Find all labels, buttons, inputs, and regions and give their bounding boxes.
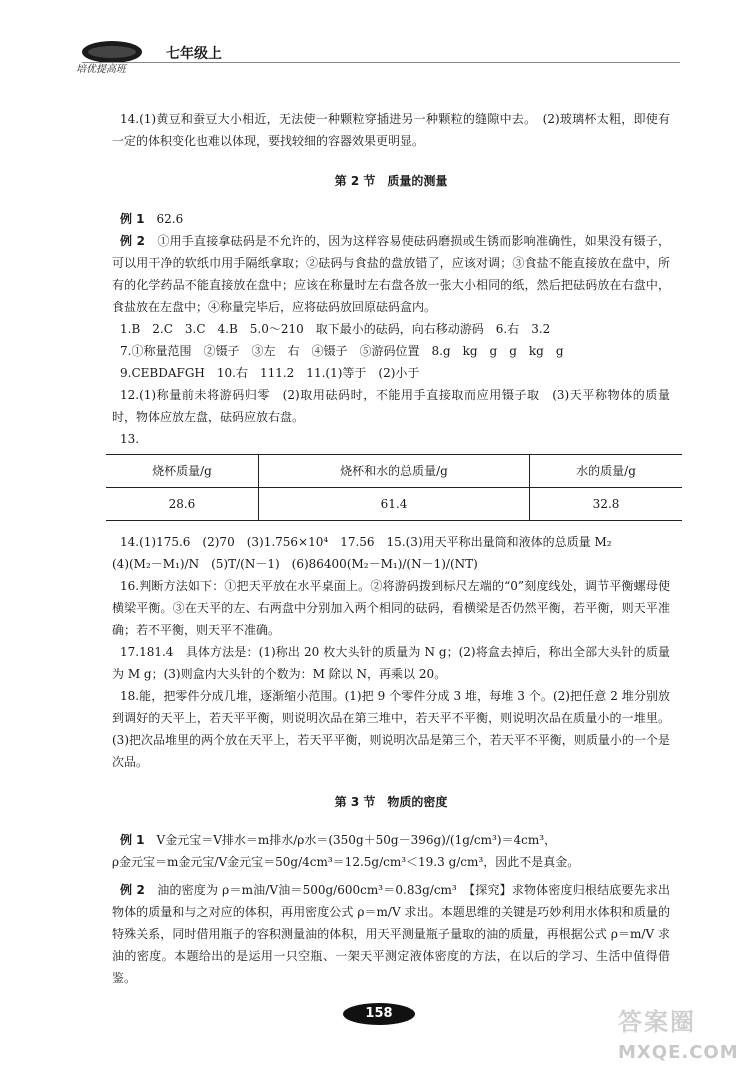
table-header-beaker: 烧杯质量/g	[106, 455, 258, 488]
page-number: 158	[343, 1003, 415, 1025]
table-header-water: 水的质量/g	[530, 455, 682, 488]
s3-example-2-text: 油的密度为 ρ＝m油/V油＝500g/600cm³＝0.83g/cm³ 【探究】求物体密度归根结底要先求出物体的质量和与之对应的体积，再用密度公式 ρ＝m/V 求出。本题思维的关键是巧妙利用水体积和质量的特殊关系，同时借用瓶子的容积测量油的体积，用天平测量瓶子量取的油的质量，再根据公式 ρ＝m/V 求油的密度。本题给出的是运用一只空瓶、一架天平测定液体密度的方法，在以后的学习、生活中值得借鉴。	[112, 883, 670, 985]
example-1-answer: 62.6	[156, 212, 184, 226]
table-header-total: 烧杯和水的总质量/g	[258, 455, 529, 488]
example-2-answer: ①用手直接拿砝码是不允许的，因为这样容易使砝码磨损或生锈而影响准确性，如果没有镊子，可以用干净的软纸巾用手隔纸拿取；②砝码与食盐的盘放错了，应该对调；③食盐不能直接放在盘中，所有的化学药品不能直接放在盘中；应该在称量时左右盘各放一张大小相同的纸，然后把砝码放在右盘中，食盐放在左盘中；④称量完毕后，应将砝码放回原砝码盒内。	[112, 234, 670, 314]
s3-example-1-line2: ρ金元宝＝m金元宝/V金元宝＝50g/4cm³＝12.5g/cm³＜19.3 g/cm³，因此不是真金。	[112, 855, 580, 869]
answer-18: 18.能，把零件分成几堆，逐渐缩小范围。(1)把 9 个零件分成 3 堆，每堆 3 个。(2)把任意 2 堆分别放到调好的天平上，若天平平衡，则说明次品在第三堆中，若天平不平衡，则说明次品在质量小的一堆里。(3)把次品堆里的两个放在天平上，若天平平衡，则说明次品是第三个，若天平不平衡，则质量小的一个是次品。	[112, 689, 670, 769]
page-content	[112, 108, 670, 989]
answers-9-11: 9.CEBDAFGH 10.右 111.2 11.(1)等于 (2)小于	[120, 366, 420, 380]
s3-example-1-line1	[112, 829, 670, 851]
answers-7-8: 7.①称量范围 ②镊子 ③左 右 ④镊子 ⑤游码位置 8.g kg g g kg g	[120, 344, 564, 358]
answer-13-table	[106, 454, 682, 521]
s3-example-2-label: 例 2	[120, 883, 145, 897]
table-cell-total: 61.4	[258, 488, 529, 521]
example-1-label: 例 1	[120, 212, 145, 226]
header-title: 七年级上	[166, 46, 222, 62]
example-1	[112, 208, 670, 230]
s3-example-1-formula-1: V金元宝＝V排水＝m排水/ρ水＝(350g＋50g－396g)/(1g/cm³)＝4cm³，	[156, 833, 557, 847]
example-2-label: 例 2	[120, 234, 145, 248]
answer-14-15-line1: 14.(1)175.6 (2)70 (3)1.756×10⁴ 17.56 15.(3)用天平称出量筒和液体的总质量 M₂	[120, 535, 612, 549]
section-2-title: 第 2 节 质量的测量	[334, 174, 448, 188]
table-cell-beaker: 28.6	[106, 488, 258, 521]
answers-1-6: 1.B 2.C 3.C 4.B 5.0～210 取下最小的砝码，向右移动游码 6.右 3.2	[120, 322, 551, 336]
answer-14-15-line2: (4)(M₂－M₁)/N (5)T/(N－1) (6)86400(M₂－M₁)/(N－1)/(NT)	[112, 557, 478, 571]
header-subtitle: 培优提高班	[76, 64, 126, 75]
section-3-title: 第 3 节 物质的密度	[334, 795, 448, 809]
answer-14-intro: 14.(1)黄豆和蚕豆大小相近，无法使一种颗粒穿插进另一种颗粒的缝隙中去。 (2)玻璃杯太粗，即使有一定的体积变化也难以体现，要找较细的容器效果更明显。	[112, 112, 670, 148]
header-rule	[82, 62, 680, 63]
table-cell-water: 32.8	[530, 488, 682, 521]
example-2	[112, 230, 670, 318]
watermark-url: MXQE.COM	[618, 1042, 739, 1063]
watermark-logo: 答案圈	[618, 1008, 696, 1036]
answer-17: 17.181.4 具体方法是：(1)称出 20 枚大头针的质量为 N g；(2)将盒去掉后，称出全部大头针的质量为 M g；(3)则盒内大头针的个数为：M 除以 N，再乘以 20。	[112, 645, 670, 681]
s3-example-1-label: 例 1	[120, 833, 145, 847]
answer-13-label: 13.	[120, 432, 140, 446]
answer-12: 12.(1)称量前未将游码归零 (2)取用砝码时，不能用手直接取而应用镊子取 (3)天平称物体的质量时，物体应放左盘，砝码应放右盘。	[112, 388, 670, 424]
s3-example-2	[112, 879, 670, 989]
answer-16: 16.判断方法如下：①把天平放在水平桌面上。②将游码拨到标尺左端的“0”刻度线处，调节平衡螺母使横梁平衡。③在天平的左、右两盘中分别加入两个相同的砝码，看横梁是否仍然平衡，若平衡，则天平准确；若不平衡，则天平不准确。	[112, 579, 670, 637]
